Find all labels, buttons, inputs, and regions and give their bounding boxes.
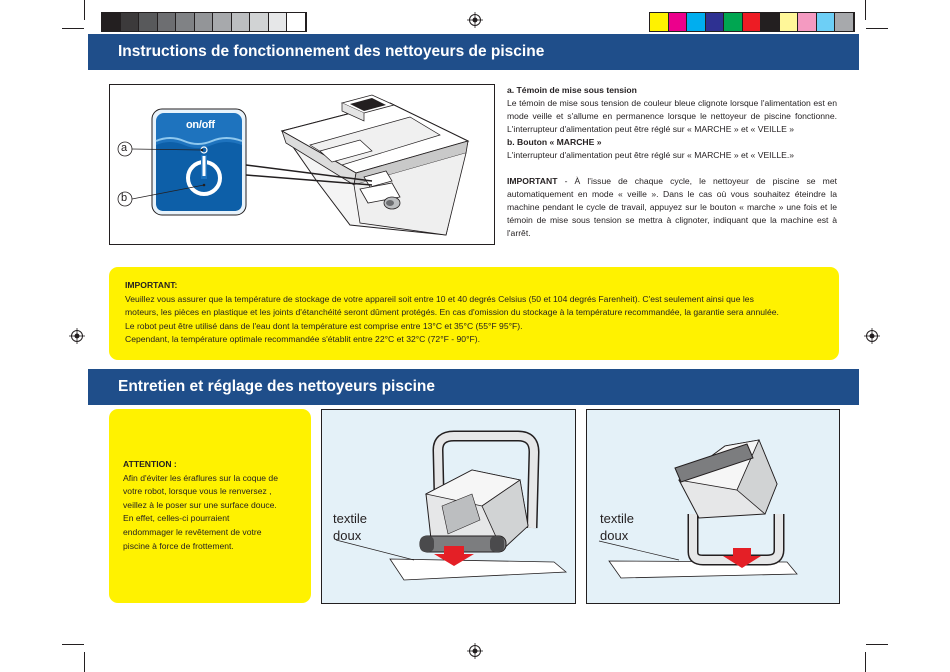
on-button-heading: b. Bouton « MARCHE »: [507, 137, 602, 147]
power-supply-box: [282, 95, 468, 235]
registration-mark-icon: [864, 328, 880, 344]
crop-mark: [62, 28, 84, 29]
crop-mark: [84, 652, 85, 672]
attention-line: endommager le revêtement de votre: [123, 526, 262, 537]
warning-line: moteurs, les pièces en plastique et les joints d'étanchéité seront dûment protégés. En cas d'omission du stockage à la température recommandée, la garantie sera annulée.: [125, 307, 779, 318]
power-indicator-body: Le témoin de mise sous tension de couleur bleue clignote lorsque l'alimentation est en mode veille et s'allume en permanence lorsque le nettoyeur de piscine fonctionne. L'interrupteur d'alimentation peut être réglé sur « MARCHE » et « VEILLE »: [507, 98, 837, 134]
callout-b-label: b: [121, 192, 128, 204]
attention-title: ATTENTION :: [123, 459, 177, 469]
power-indicator-heading: a. Témoin de mise sous tension: [507, 85, 637, 95]
attention-line: piscine à force de frottement.: [123, 540, 234, 551]
warning-title: IMPORTANT:: [125, 280, 178, 290]
important-label: IMPORTANT: [507, 176, 558, 186]
textile-label-right: [600, 510, 634, 544]
robot-on-cloth-figure-right: [586, 409, 840, 604]
attention-line: En effet, celles-ci pourraient: [123, 513, 230, 524]
crop-mark: [865, 652, 866, 672]
textile-label-line2: doux: [600, 528, 629, 543]
textile-label-line1: textile: [600, 511, 634, 526]
textile-label-line2: doux: [333, 528, 362, 543]
power-supply-figure: [109, 84, 495, 245]
crop-mark: [865, 0, 866, 20]
attention-line: votre robot, lorsque vous le renversez ,: [123, 486, 272, 497]
warning-line: Cependant, la température optimale recommandée s'établit entre 22°C et 32°C (72°F - 90°F).: [125, 334, 481, 345]
soft-cloth-icon: [390, 559, 566, 580]
textile-label-left: [333, 510, 367, 544]
crop-mark: [62, 644, 84, 645]
attention-box: [109, 409, 311, 603]
warning-line: Le robot peut être utilisé dans de l'eau dont la température est comprise entre 13°C et 35°C (55°F 95°F).: [125, 320, 523, 331]
important-body: - À l'issue de chaque cycle, le nettoyeur de piscine se met automatiquement en mode « veille ». Dans le cas où vous souhaitez éteindre la machine pendant le cycle de travail, appuyez sur le bouton « marche » une fois et le témoin de mise sous tension se mettra à clignoter, indiquant que la machine est à l'arrêt.: [507, 176, 837, 238]
section-header-operation: [88, 34, 859, 70]
gray-swatch-bar: [101, 12, 307, 32]
crop-mark: [866, 28, 888, 29]
color-swatch-bar: [649, 12, 855, 32]
callout-a-label: a: [121, 142, 128, 154]
attention-line: Afin d'éviter les éraflures sur la coque de: [123, 472, 278, 483]
attention-line: veillez à le poser sur une surface douce.: [123, 499, 277, 510]
section-header-maintenance: [88, 369, 859, 405]
robot-on-cloth-figure-left: [321, 409, 576, 604]
section-title: Entretien et réglage des nettoyeurs piscine: [118, 378, 435, 395]
registration-mark-icon: [467, 643, 483, 659]
textile-label-line1: textile: [333, 511, 367, 526]
section-title: Instructions de fonctionnement des nettoyeurs de piscine: [118, 43, 545, 60]
crop-mark: [866, 644, 888, 645]
crop-mark: [84, 0, 85, 20]
important-note: [507, 175, 837, 240]
registration-mark-icon: [69, 328, 85, 344]
storage-temperature-warning: [109, 267, 839, 360]
on-button-body: L'interrupteur d'alimentation peut être réglé sur « MARCHE » et « VEILLE.»: [507, 150, 795, 160]
warning-line: Veuillez vous assurer que la température de stockage de votre appareil soit entre 10 et 40 degrés Celsius (50 et 104 degrés Farenheit). C'est seulement ainsi que les: [125, 293, 754, 304]
registration-mark-icon: [467, 12, 483, 28]
onoff-label: on/off: [186, 119, 215, 131]
operation-instructions-text: [507, 84, 837, 240]
